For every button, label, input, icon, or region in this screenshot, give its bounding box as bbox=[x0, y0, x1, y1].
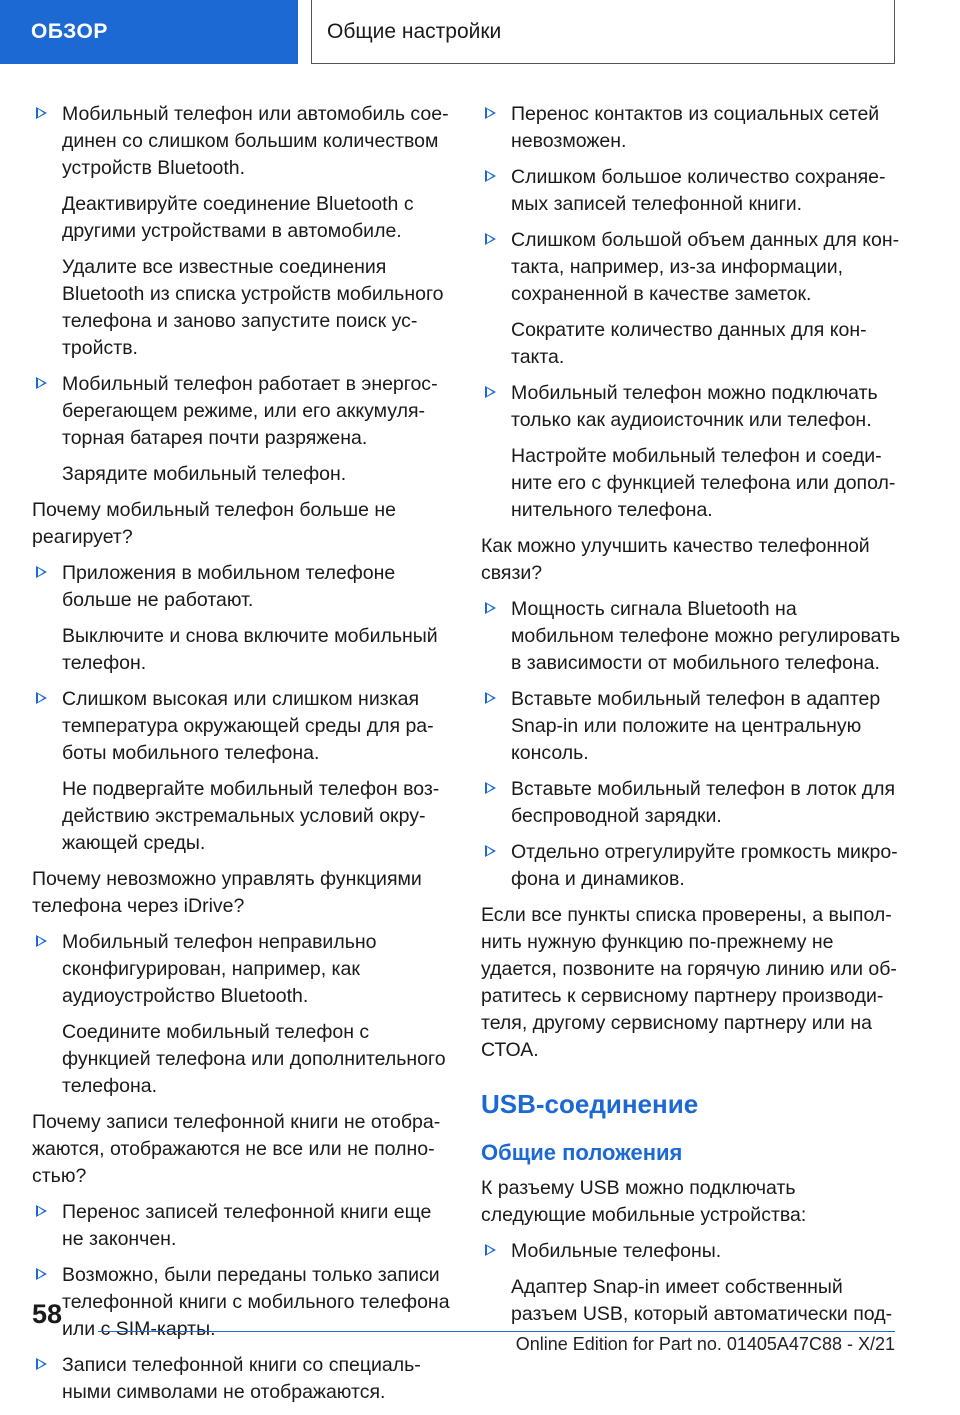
page-number: 58 bbox=[32, 1299, 63, 1329]
list-item bbox=[481, 227, 901, 308]
list-item bbox=[32, 1199, 452, 1253]
action-text: Удалите все известные соединения Bluetooth из списка устройств мобильного телефона и заново запустите поиск устройств. bbox=[62, 256, 444, 359]
list-item-text: Вставьте мобильный телефон в лоток для беспроводной зарядки. bbox=[511, 778, 896, 827]
right-column bbox=[481, 101, 901, 1337]
list-item-text: Возможно, были переданы только записи телефонной книги с мобильного телефона или с SIM-карты. bbox=[62, 1264, 450, 1340]
list-item bbox=[32, 371, 452, 452]
triangle-bullet-icon bbox=[485, 845, 496, 857]
footer-edition: Online Edition for Part no. 01405A47C88 - X/21 bbox=[515, 1334, 895, 1354]
list-item bbox=[32, 560, 452, 614]
list-item-text: Записи телефонной книги со специальными символами не отображаются. bbox=[62, 1354, 421, 1403]
triangle-bullet-icon bbox=[36, 107, 47, 119]
list-item bbox=[481, 596, 901, 677]
paragraph: К разъему USB можно подключать следующие мобильные устройства: bbox=[481, 1177, 807, 1226]
list-item-text: Вставьте мобильный телефон в адаптер Snap-in или положите на центральную консоль. bbox=[511, 688, 881, 764]
list-item bbox=[481, 164, 901, 218]
list-item-text: Мощность сигнала Bluetooth на мобильном телефоне можно регулировать в зависимости от мобильного телефона. bbox=[511, 598, 901, 674]
section-heading: USB-соединение bbox=[481, 1089, 699, 1119]
list-item-text: Перенос записей телефонной книги еще не закончен. bbox=[62, 1201, 432, 1250]
list-item-text: Мобильные телефоны. bbox=[511, 1240, 722, 1262]
list-item bbox=[481, 776, 901, 830]
list-item bbox=[32, 686, 452, 767]
triangle-bullet-icon bbox=[485, 107, 496, 119]
triangle-bullet-icon bbox=[485, 233, 496, 245]
triangle-bullet-icon bbox=[485, 692, 496, 704]
action-text: Настройте мобильный телефон и соедините его с функцией телефона или дополнительного телефона. bbox=[511, 445, 896, 521]
action-text: Выключите и снова включите мобильный телефон. bbox=[62, 625, 438, 674]
triangle-bullet-icon bbox=[485, 170, 496, 182]
subsection-heading: Общие положения bbox=[481, 1140, 683, 1165]
action-text: Не подвергайте мобильный телефон воздействию экстремальных условий окружающей среды. bbox=[62, 778, 440, 854]
paragraph: Если все пункты списка проверены, а выполнить нужную функцию по-прежнему не удается, позвоните на горячую линию или обратитесь к сервисному партнеру производителя, другому сервисному партнеру или на СТОА. bbox=[481, 904, 897, 1061]
list-item-text: Отдельно отрегулируйте громкость микрофона и динамиков. bbox=[511, 841, 898, 890]
triangle-bullet-icon bbox=[485, 386, 496, 398]
list-item-text: Приложения в мобильном телефоне больше не работают. bbox=[62, 562, 396, 611]
triangle-bullet-icon bbox=[36, 1205, 47, 1217]
triangle-bullet-icon bbox=[36, 377, 47, 389]
triangle-bullet-icon bbox=[36, 692, 47, 704]
action-text: Деактивируйте соединение Bluetooth с другими устройствами в автомобиле. bbox=[62, 193, 414, 242]
list-item bbox=[32, 929, 452, 1010]
paragraph: Почему невозможно управлять функциями телефона через iDrive? bbox=[32, 868, 422, 917]
list-item bbox=[481, 686, 901, 767]
action-text: Зарядите мобильный телефон. bbox=[62, 463, 347, 485]
triangle-bullet-icon bbox=[485, 602, 496, 614]
list-item-text: Мобильный телефон неправильно сконфигурирован, например, как аудиоустройство Bluetooth. bbox=[62, 931, 377, 1007]
triangle-bullet-icon bbox=[485, 1244, 496, 1256]
list-item bbox=[481, 380, 901, 434]
triangle-bullet-icon bbox=[36, 1268, 47, 1280]
footer-divider bbox=[98, 1331, 895, 1332]
triangle-bullet-icon bbox=[36, 1358, 47, 1370]
list-item-text: Слишком большой объем данных для контакта, например, из-за информации, сохраненной в качестве заметок. bbox=[511, 229, 900, 305]
triangle-bullet-icon bbox=[36, 566, 47, 578]
paragraph: Почему мобильный телефон больше не реагирует? bbox=[32, 499, 397, 548]
list-item-text: Мобильный телефон работает в энергосберегающем режиме, или его аккумуляторная батарея почти разряжена. bbox=[62, 373, 438, 449]
paragraph: Почему записи телефонной книги не отображаются, отображаются не все или не полностью? bbox=[32, 1111, 441, 1187]
triangle-bullet-icon bbox=[36, 935, 47, 947]
list-item bbox=[481, 101, 901, 155]
list-item bbox=[32, 1352, 452, 1406]
list-item-text: Мобильный телефон или автомобиль соединен со слишком большим количеством устройств Bluetooth. bbox=[62, 103, 449, 179]
list-item-text: Слишком высокая или слишком низкая температура окружающей среды для работы мобильного телефона. bbox=[62, 688, 434, 764]
action-text: Адаптер Snap-in имеет собственный разъем USB, который автоматически под- bbox=[511, 1276, 893, 1325]
triangle-bullet-icon bbox=[485, 782, 496, 794]
list-item bbox=[481, 839, 901, 893]
paragraph: Как можно улучшить качество телефонной связи? bbox=[481, 535, 870, 584]
list-item bbox=[481, 1238, 901, 1265]
action-text: Сократите количество данных для контакта. bbox=[511, 319, 867, 368]
list-item-text: Слишком большое количество сохраняемых записей телефонной книги. bbox=[511, 166, 886, 215]
list-item bbox=[32, 101, 452, 182]
header-page-title: Общие настройки bbox=[311, 0, 895, 64]
list-item-text: Перенос контактов из социальных сетей невозможен. bbox=[511, 103, 880, 152]
list-item-text: Мобильный телефон можно подключать только как аудиоисточник или телефон. bbox=[511, 382, 878, 431]
action-text: Соедините мобильный телефон с функцией телефона или дополнительного телефона. bbox=[62, 1021, 446, 1097]
header-section-label: ОБЗОР bbox=[0, 0, 298, 64]
left-column bbox=[32, 101, 452, 1415]
